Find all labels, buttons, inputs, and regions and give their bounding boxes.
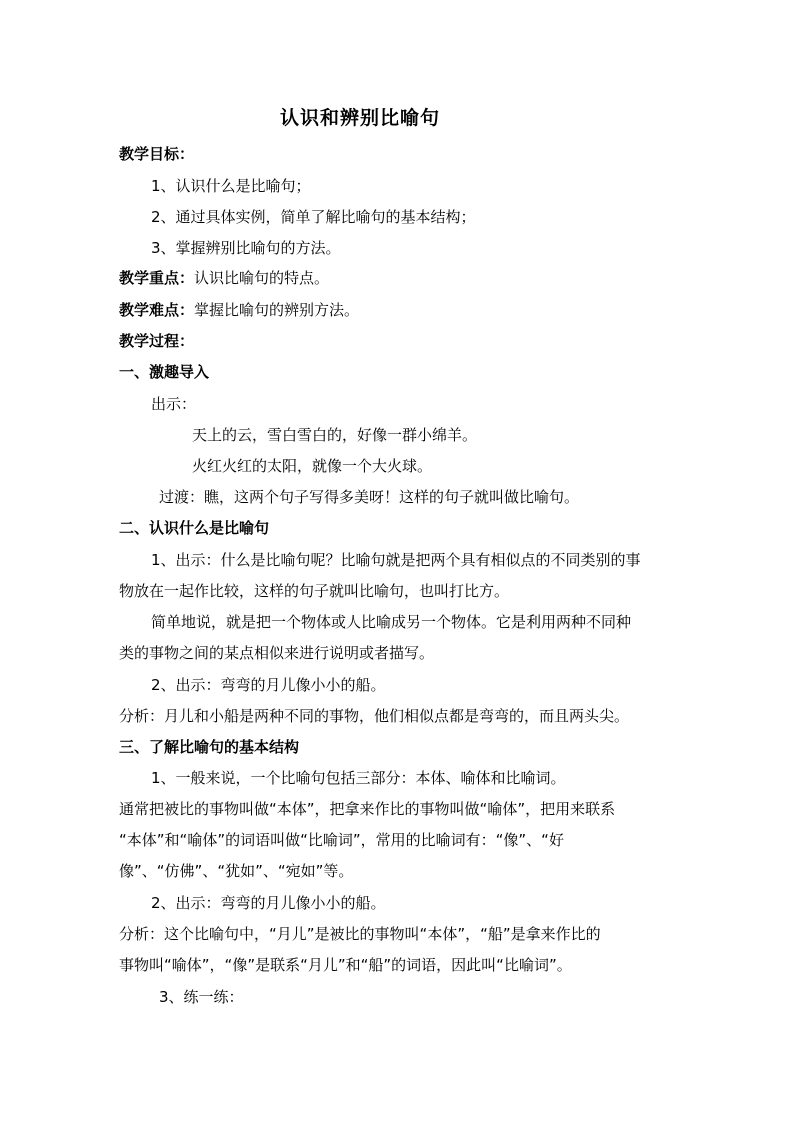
objectives-heading: 教学目标： [119, 145, 195, 163]
key-point-text: 认识比喻句的特点。 [194, 269, 330, 287]
objective-item-1: 1、认识什么是比喻句； [151, 177, 311, 195]
section1-example-1: 天上的云，雪白雪白的，好像一群小绵羊。 [192, 426, 478, 444]
section2-p2-line1: 简单地说，就是把一个物体或人比喻成另一个物体。它是利用两种不同种 [151, 613, 632, 631]
section2-p1-line2: 物放在一起作比较，这样的句子就叫比喻句，也叫打比方。 [119, 582, 510, 600]
section3-p2-line3: 像”、“仿佛”、“犹如”、“宛如”等。 [119, 862, 354, 880]
document-title: 认识和辨别比喻句 [279, 107, 440, 129]
process-heading: 教学过程： [119, 332, 195, 350]
section3-analysis-line1: 分析：这个比喻句中，“月儿”是被比的事物叫“本体”，“船”是拿来作比的 [119, 925, 601, 943]
section1-show-label: 出示： [151, 395, 197, 413]
objective-item-2: 2、通过具体实例，简单了解比喻句的基本结构； [151, 208, 476, 226]
section3-heading: 三、了解比喻句的基本结构 [119, 738, 300, 756]
difficulty-line [119, 300, 359, 320]
section3-analysis-line2: 事物叫“喻体”，“像”是联系“月儿”和“船”的词语，因此叫“比喻词”。 [119, 956, 572, 974]
difficulty-text: 掌握比喻句的辨别方法。 [194, 301, 360, 319]
section1-transition: 过渡：瞧，这两个句子写得多美呀！这样的句子就叫做比喻句。 [159, 488, 580, 506]
key-point-label: 教学重点： [119, 269, 195, 287]
difficulty-label: 教学难点： [119, 301, 195, 319]
section2-p1-line1: 1、出示：什么是比喻句呢？比喻句就是把两个具有相似点的不同类别的事 [151, 551, 641, 569]
section3-p4: 3、练一练： [159, 988, 244, 1006]
section3-p3: 2、出示：弯弯的月儿像小小的船。 [151, 894, 386, 912]
section2-p2-line2: 类的事物之间的某点相似来进行说明或者描写。 [119, 644, 435, 662]
section1-heading: 一、激趣导入 [119, 363, 210, 381]
section2-analysis: 分析：月儿和小船是两种不同的事物，他们相似点都是弯弯的，而且两头尖。 [119, 707, 630, 725]
section3-p1: 1、一般来说，一个比喻句包括三部分：本体、喻体和比喻词。 [151, 769, 566, 787]
section1-example-2: 火红火红的太阳，就像一个大火球。 [192, 457, 433, 475]
section2-p3: 2、出示：弯弯的月儿像小小的船。 [151, 676, 386, 694]
key-point-line [119, 268, 329, 288]
objective-item-3: 3、掌握辨别比喻句的方法。 [151, 239, 341, 257]
section3-p2-line2: “本体”和“喻体”的词语叫做“比喻词”，常用的比喻词有：“像”、“好 [119, 831, 564, 849]
section3-p2-line1: 通常把被比的事物叫做“本体”，把拿来作比的事物叫做“喻体”，把用来联系 [119, 800, 616, 818]
section2-heading: 二、认识什么是比喻句 [119, 519, 270, 537]
